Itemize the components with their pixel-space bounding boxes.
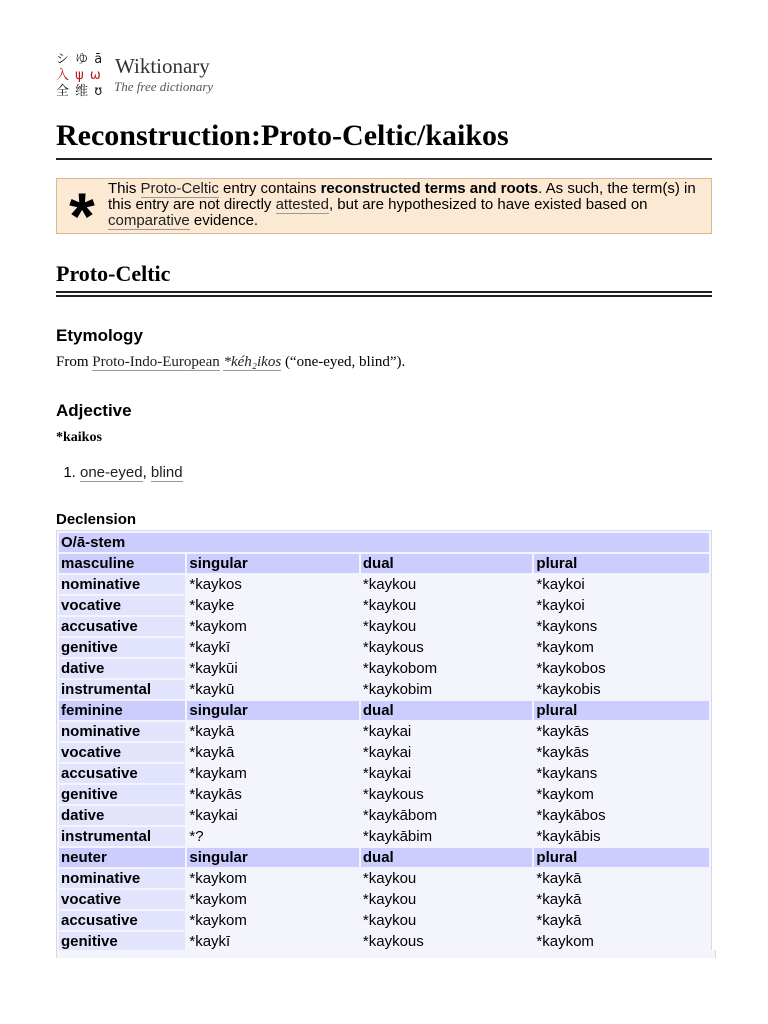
gender-label: neuter [59, 848, 185, 867]
inflected-form: *kaykā [534, 890, 709, 909]
gender-header-row [59, 848, 709, 867]
inflected-form: *kaykā [534, 869, 709, 888]
table-row [59, 659, 709, 678]
table-row [59, 785, 709, 804]
inflected-form: *kaykom [187, 911, 359, 930]
inflected-form: *kaykam [187, 764, 359, 783]
inflected-form: *kaykoi [534, 575, 709, 594]
comparative-link[interactable]: comparative [108, 212, 190, 229]
table-row [59, 617, 709, 636]
inflected-form: *kaykons [534, 617, 709, 636]
table-row [59, 596, 709, 615]
inflected-form: *kaykous [361, 785, 533, 804]
etymology-text-part: From [56, 354, 93, 370]
inflected-form: *kaykā [187, 722, 359, 741]
number-column-header: dual [361, 701, 533, 720]
case-label: nominative [59, 575, 185, 594]
proto-celtic-link[interactable]: Proto-Celtic [140, 180, 219, 197]
table-row [59, 764, 709, 783]
case-label: genitive [59, 785, 185, 804]
inflected-form: *kaykai [187, 806, 359, 825]
inflected-form: *kaykī [187, 638, 359, 657]
inflected-form: *kaykābis [534, 827, 709, 846]
inflected-form: *kaykūi [187, 659, 359, 678]
inflected-form: *kaykom [187, 869, 359, 888]
inflected-form: *kaykom [187, 890, 359, 909]
table-row [59, 575, 709, 594]
one-eyed-link[interactable]: one-eyed [80, 464, 143, 481]
adjective-heading: Adjective [56, 401, 132, 420]
inflected-form: *kaykou [361, 911, 533, 930]
number-column-header: plural [534, 848, 709, 867]
number-column-header: singular [187, 848, 359, 867]
case-label: genitive [59, 638, 185, 657]
notice-text-part: This [108, 180, 141, 197]
inflected-form: *kaykobim [361, 680, 533, 699]
logo-glyph-row: シ ゆ ā [56, 52, 104, 67]
inflected-form: *kaykom [534, 638, 709, 657]
sense-separator: , [142, 464, 151, 481]
number-column-header: singular [187, 701, 359, 720]
table-row [59, 869, 709, 888]
inflected-form: *kaykābim [361, 827, 533, 846]
inflected-form: *kaykom [187, 617, 359, 636]
table-row [59, 806, 709, 825]
logo-wordmark: Wiktionary [115, 54, 210, 78]
inflected-form: *kaykans [534, 764, 709, 783]
case-label: vocative [59, 890, 185, 909]
table-row [59, 911, 709, 930]
inflected-form: *kaykās [534, 743, 709, 762]
page-title: Reconstruction:Proto-Celtic/kaikos [56, 116, 712, 160]
number-column-header: dual [361, 848, 533, 867]
case-label: genitive [59, 932, 185, 951]
inflected-form: *kaykom [534, 785, 709, 804]
wiktionary-puzzle-icon [56, 52, 106, 100]
inflected-form: *kaykobom [361, 659, 533, 678]
notice-text-part: evidence. [189, 212, 259, 229]
table-row [59, 743, 709, 762]
number-column-header: plural [534, 701, 709, 720]
case-label: dative [59, 806, 185, 825]
inflected-form: *kaykī [187, 932, 359, 951]
logo-glyph-row: 全 维 ʊ [56, 84, 104, 99]
inflected-form: *kaykou [361, 575, 533, 594]
inflected-form: *kayke [187, 596, 359, 615]
declension-caption: Declension [56, 511, 137, 528]
etymology-text [56, 354, 405, 371]
inflected-form: *kaykā [187, 743, 359, 762]
attested-link[interactable]: attested [275, 196, 329, 213]
gender-header-row [59, 554, 709, 573]
notice-text [108, 181, 706, 229]
inflected-form: *kaykābom [361, 806, 533, 825]
inflected-form: *kaykobos [534, 659, 709, 678]
list-item [80, 464, 183, 481]
table-row [59, 827, 709, 846]
inflected-form: *kaykā [534, 911, 709, 930]
inflected-form: *kaykou [361, 617, 533, 636]
etymology-heading: Etymology [56, 326, 143, 345]
table-row [59, 638, 709, 657]
sense-list [56, 464, 183, 481]
table-row [59, 890, 709, 909]
inflected-form: *kaykās [534, 722, 709, 741]
table-row [59, 722, 709, 741]
stem-class-header: O/ā-stem [59, 533, 709, 552]
gender-label: masculine [59, 554, 185, 573]
case-label: accusative [59, 617, 185, 636]
language-heading: Proto-Celtic [56, 260, 712, 293]
number-column-header: singular [187, 554, 359, 573]
reconstruction-notice [56, 178, 712, 253]
inflected-form: *kaykai [361, 743, 533, 762]
gender-header-row [59, 701, 709, 720]
inflected-form: *kaykobis [534, 680, 709, 699]
table-bottom-edge [56, 950, 716, 958]
inflected-form: *kaykom [534, 932, 709, 951]
blind-link[interactable]: blind [150, 464, 183, 481]
case-label: nominative [59, 722, 185, 741]
inflected-form: *? [187, 827, 359, 846]
gender-label: feminine [59, 701, 185, 720]
table-row [59, 932, 709, 951]
case-label: accusative [59, 764, 185, 783]
case-label: nominative [59, 869, 185, 888]
case-label: dative [59, 659, 185, 678]
heading-divider [56, 295, 712, 297]
inflected-form: *kaykos [187, 575, 359, 594]
table-row [59, 680, 709, 699]
number-column-header: dual [361, 554, 533, 573]
logo-glyph-row: 入 ψ ω [56, 68, 102, 83]
inflected-form: *kaykās [187, 785, 359, 804]
logo-tagline: The free dictionary [114, 79, 214, 94]
case-label: accusative [59, 911, 185, 930]
notice-text-part: . As such, the term(s) in this entry are not directly [108, 180, 696, 213]
inflected-form: *kaykous [361, 932, 533, 951]
declension-table [56, 530, 712, 954]
inflected-form: *kaykū [187, 680, 359, 699]
notice-text-part: , but are hypothesized to have existed based on [328, 196, 648, 213]
inflected-form: *kaykous [361, 638, 533, 657]
inflected-form: *kaykai [361, 722, 533, 741]
etymology-gloss: (“one-eyed, blind”). [281, 354, 406, 370]
number-column-header: plural [534, 554, 709, 573]
inflected-form: *kaykou [361, 890, 533, 909]
asterisk-icon: * [69, 179, 95, 253]
wiktionary-logo[interactable] [56, 52, 256, 100]
case-label: instrumental [59, 680, 185, 699]
pie-term-link[interactable]: *kéh₂ikos [223, 354, 282, 370]
case-label: vocative [59, 596, 185, 615]
inflected-form: *kaykou [361, 869, 533, 888]
case-label: instrumental [59, 827, 185, 846]
headword: *kaikos [56, 430, 102, 445]
inflected-form: *kaykai [361, 764, 533, 783]
inflected-form: *kaykou [361, 596, 533, 615]
inflected-form: *kaykoi [534, 596, 709, 615]
pie-language-link[interactable]: Proto-Indo-European [92, 354, 220, 370]
inflected-form: *kaykābos [534, 806, 709, 825]
notice-text-part: entry contains [218, 180, 321, 197]
case-label: vocative [59, 743, 185, 762]
notice-bold-text: reconstructed terms and roots [320, 180, 539, 197]
